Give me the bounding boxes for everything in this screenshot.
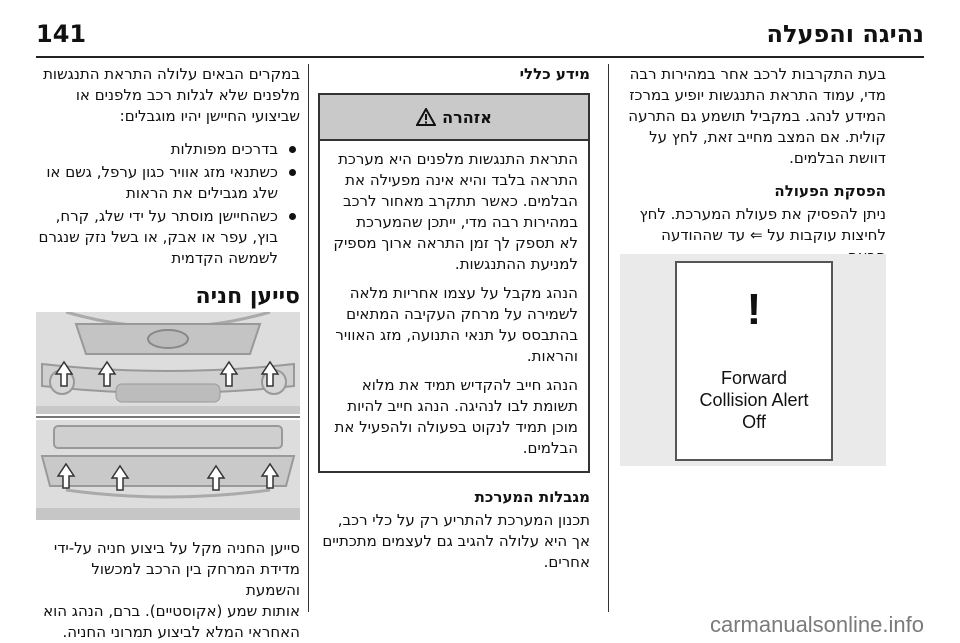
text-line: תשומת לבו לנהיגה. הנהג חייב להיות xyxy=(347,397,578,415)
middle-column xyxy=(318,64,590,585)
page-header xyxy=(0,0,960,56)
text-line: ניתן להפסיק את פעולת המערכת. לחץ xyxy=(639,205,886,223)
sensor-arrows-front xyxy=(36,312,300,414)
fcw-intro xyxy=(620,64,886,169)
text-line: מלפנים שלא לגלות רכב מלפנים או xyxy=(75,86,300,104)
warning-paragraph xyxy=(330,149,578,275)
text-line: הבלמים. xyxy=(522,439,578,457)
text-line: לא תספק לך זמן התראה ארוך מספיק xyxy=(333,234,578,252)
column-divider-left xyxy=(308,64,309,612)
column-divider-right xyxy=(608,64,609,612)
text-line: מדי, עמוד התראת התנגשות יופיע במרכז xyxy=(629,86,886,104)
text-line: המידע לנהג. במקביל תושמע גם התרעה xyxy=(628,107,886,125)
text-line: בוץ, עפר או אבק, או בשל נזק שנגרם xyxy=(38,228,278,246)
warning-paragraph xyxy=(330,283,578,367)
header-rule xyxy=(36,56,924,58)
text-line: כשתנאי מזג אוויר כגון ערפל, גשם או xyxy=(46,163,278,181)
text-line: התראה בלבד והיא אינה מפעילה את xyxy=(345,171,578,189)
fca-off-figure xyxy=(620,254,886,466)
info-display-panel xyxy=(675,261,833,461)
watermark: carmanualsonline.info xyxy=(709,612,924,637)
parking-sensors-figure xyxy=(36,312,300,520)
page-number: 141 xyxy=(36,20,87,48)
limitations-heading: מגבלות המערכת xyxy=(474,488,590,506)
conditions-list xyxy=(36,139,300,269)
text-line: תכנון המערכת להתריע רק על כלי רכב, xyxy=(337,511,590,529)
text-line: בדרכים מפותלות xyxy=(170,140,278,158)
text-line: קולית. אם המצב מחייב זאת, לחץ על xyxy=(649,128,886,146)
text-line: לשמשה הקדמית xyxy=(171,249,278,267)
list-item xyxy=(36,206,300,269)
message-line: Collision Alert xyxy=(699,390,809,410)
text-line: שביצועי החיישן יהיו מוגבלים: xyxy=(119,107,300,125)
text-line: לשמירה על מרחק העקיבה המתאים xyxy=(346,305,578,323)
warning-body xyxy=(320,141,588,471)
section-heading-general: מידע כללי xyxy=(519,65,590,83)
limitations-intro xyxy=(36,64,300,127)
text-line: אותות שמע (אקוסטיים). ברם, הנהג הוא xyxy=(43,602,300,620)
text-line: דוושת הבלמים. xyxy=(789,149,886,167)
text-line: והראות. xyxy=(526,347,578,365)
text-line: מוכן תמיד לנקוט בפעולה ולהפעיל את xyxy=(334,418,578,436)
warning-triangle-icon xyxy=(416,108,436,126)
sensor-arrow-icon xyxy=(58,464,278,490)
message-line: Off xyxy=(742,412,766,432)
text-line: לחיצות עוקבות על ⇐ עד שההודעה xyxy=(661,226,886,244)
text-line: הנהג חייב להקדיש תמיד את מלוא xyxy=(361,376,578,394)
text-line: אך היא עלולה להגיב גם לעצמים מתכתיים xyxy=(322,532,590,550)
text-line: כשהחיישן מוסתר על ידי שלג, קרח, xyxy=(55,207,278,225)
text-line: סייען החניה מקל על ביצוע חניה על-ידי xyxy=(53,539,300,557)
deactivate-heading: הפסקת הפעולה xyxy=(774,182,886,200)
warning-label: אזהרה xyxy=(442,107,492,127)
limitations-text xyxy=(318,510,590,573)
front-bumper-image xyxy=(36,312,300,414)
warning-paragraph xyxy=(330,375,578,459)
text-line: בעת התקרבות לרכב אחר במהירות רבה xyxy=(629,65,886,83)
sensor-arrow-icon xyxy=(56,362,278,386)
exclamation-icon: ! xyxy=(746,285,762,334)
text-line: בהתבסס על תנאי התנועה, מזג האוויר xyxy=(335,326,578,344)
text-line: אחרים. xyxy=(543,553,590,571)
sensor-arrows-rear xyxy=(36,420,300,520)
text-line: מדידת המרחק בין הרכב למכשול והשמעת xyxy=(91,560,300,599)
text-line: הנהג מקבל על עצמו אחריות מלאה xyxy=(349,284,578,302)
parking-assist-title: סייען חניה xyxy=(195,284,300,309)
parking-assist-description xyxy=(36,538,300,643)
figure-divider xyxy=(36,416,300,418)
warning-box xyxy=(318,93,590,473)
list-item xyxy=(36,139,300,160)
text-line: האחראי המלא לביצוע תמרוני החניה. xyxy=(62,623,300,641)
warning-header xyxy=(320,95,588,141)
text-line: הבלמים. כאשר תתקרב מאחור לרכב xyxy=(342,192,578,210)
fca-off-message xyxy=(677,367,831,433)
text-line: למניעת ההתנגשות. xyxy=(454,255,578,273)
text-line: שלג מגבילים את הראות xyxy=(126,184,278,202)
message-line: Forward xyxy=(720,368,787,388)
rear-bumper-image xyxy=(36,420,300,520)
page-title: נהיגה והפעלה xyxy=(766,20,924,48)
text-line: במקרים הבאים עלולה התראת התנגשות xyxy=(43,65,300,83)
text-line: התראת התנגשות מלפנים היא מערכת xyxy=(338,150,578,168)
list-item xyxy=(36,162,300,204)
left-column xyxy=(36,64,300,325)
text-line: במהירות רבה מדי, ייתכן שהמערכת xyxy=(356,213,578,231)
